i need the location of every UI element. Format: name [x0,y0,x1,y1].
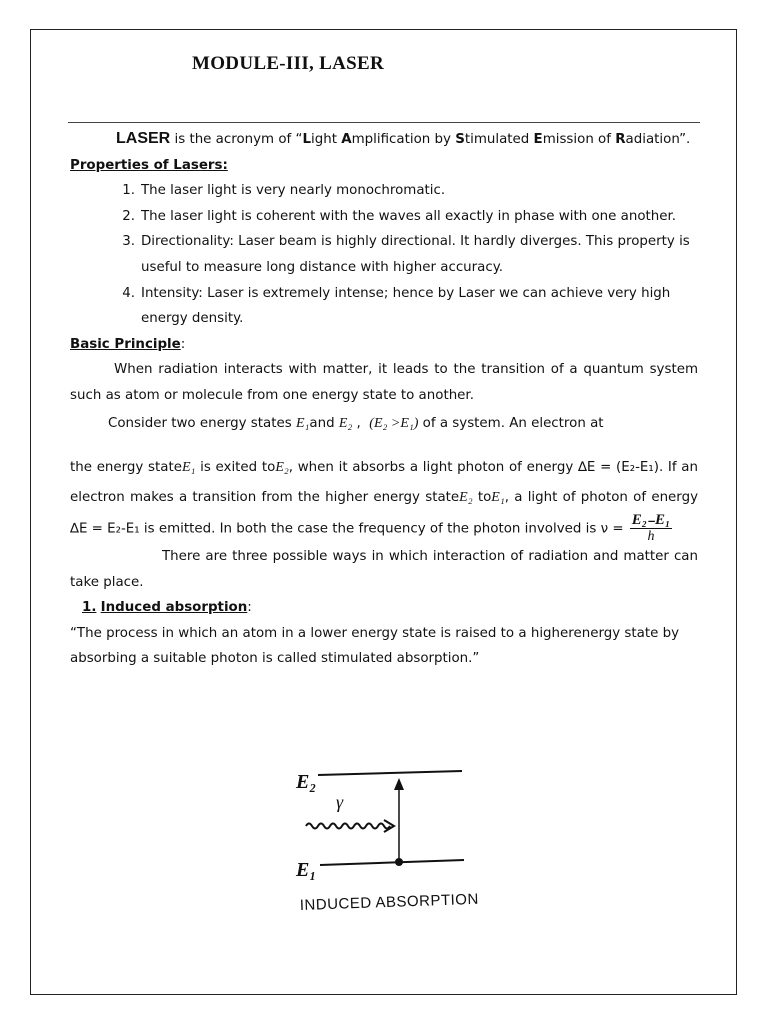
acronym-letter: S [455,132,465,147]
intro-text: adiation”. [625,132,691,147]
energy-condition: (E₂ >E₁) [369,415,419,431]
intro-text: ight [311,132,342,147]
e1-symbol: E₁ [181,459,196,475]
paragraph-text: and [309,415,335,431]
e2-symbol: E₂ [275,459,289,475]
properties-list [70,178,698,332]
list-number: 3. [122,234,135,250]
list-number: 1. [122,183,135,199]
e2-level-label: E₂ [296,771,317,793]
paragraph-text: , when it absorbs a light photon of energy ∆E = (E₂-E₁). If an electron makes a transition from the higher energy state [70,459,699,505]
properties-heading: Properties of Lasers: [70,157,228,173]
acronym-letter: L [302,132,312,147]
acronym-letter: A [341,132,352,147]
module-title: MODULE-III, LASER [192,53,384,74]
paragraph-text: the energy state [70,459,182,475]
consider-paragraph [70,409,698,439]
paragraph-text: to [472,489,492,505]
basic-principle-heading: Basic Principle [70,336,181,352]
paragraph-text: , [352,415,361,431]
induced-absorption-heading: Induced absorption [100,600,248,616]
spacer [70,439,698,453]
laser-word: LASER [116,130,171,147]
diagram-caption: INDUCED ABSORPTION [299,890,480,914]
transition-arrowhead [394,778,404,790]
frequency-fraction [630,513,672,544]
induced-absorption-diagram [292,762,488,922]
intro-text: mission of [542,132,611,147]
induced-absorption-heading-line [82,595,698,621]
section-number: 1. [82,600,97,616]
paragraph-text: is exited to [195,459,276,475]
intro-text: is the acronym of “ [170,132,303,147]
list-text: The laser light is very nearly monochromatic. [141,183,446,199]
list-item [70,204,698,230]
list-text: Laser beam is highly directional. It hardly diverges. This property is useful to measure long distance with higher accuracy. [141,234,690,275]
transition-paragraph [70,453,698,545]
principle-paragraph: When radiation interacts with matter, it leads to the transition of a quantum system such as atom or molecule from one energy state to another. [70,362,698,403]
paragraph-text: of a system. An electron at [418,415,604,431]
list-number: 4. [122,285,135,301]
list-item [70,281,698,332]
e2-energy-level [318,771,462,775]
interaction-paragraph: There are three possible ways in which interaction of radiation and matter can take place. [70,549,698,590]
e1-symbol: E₁ [491,489,505,505]
e2-symbol: E₂ [459,489,473,505]
paragraph-text: , a light of photon of energy ∆E = E₂-E₁ is emitted. In both the case the frequency of the photon involved is ν = [70,489,698,537]
photon-wave [306,824,390,829]
intro-text: timulated [464,132,534,147]
e2-symbol: E₂ [338,415,353,431]
e1-level-label: E₁ [296,859,317,881]
e1-energy-level [320,860,464,865]
e1-symbol: E₁ [295,415,310,431]
list-number: 2. [122,208,135,224]
list-item [70,229,698,280]
induced-absorption-definition: “The process in which an atom in a lower energy state is raised to a higherenergy state by absorbing a suitable photon is called stimulated absorption.” [70,625,679,667]
heading-colon: : [247,600,252,616]
acronym-letter: R [615,132,626,147]
document-body [70,126,698,672]
list-label: Directionality: [141,234,234,250]
gamma-label: γ [336,792,344,812]
basic-principle-heading-line [70,332,698,358]
electron-dot [395,858,403,866]
list-text: Intensity: Laser is extremely intense; hence by Laser we can achieve very high energy density. [141,285,671,327]
list-item [70,178,698,204]
intro-paragraph [70,126,698,153]
paragraph-text: Consider two energy states [108,415,296,431]
list-text: The laser light is coherent with the waves all exactly in phase with one another. [141,208,677,224]
heading-colon: : [180,336,186,352]
intro-text: mplification by [351,132,456,147]
title-divider [68,122,700,123]
fraction-numerator: E₂₋E₁ [631,511,671,528]
acronym-letter: E [533,132,543,147]
fraction-denominator: h [647,528,655,544]
